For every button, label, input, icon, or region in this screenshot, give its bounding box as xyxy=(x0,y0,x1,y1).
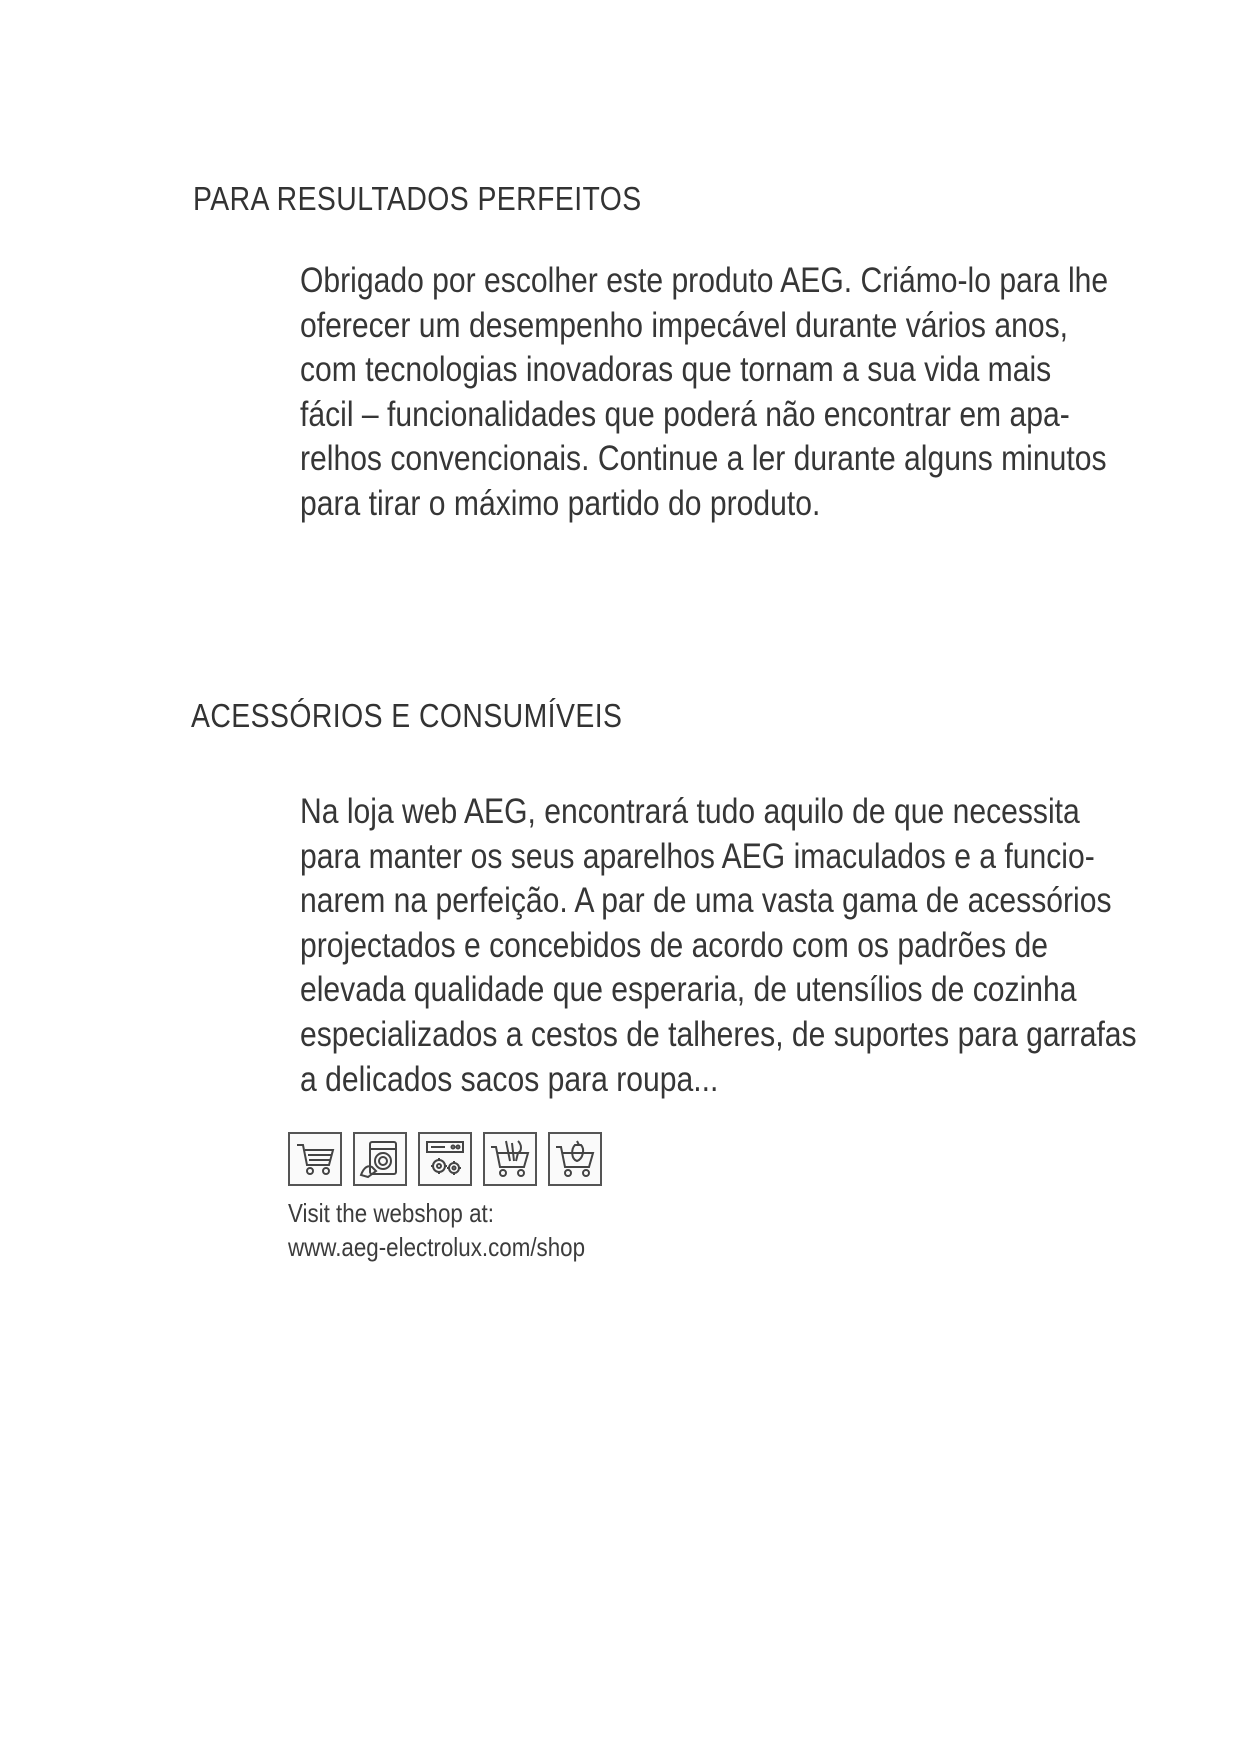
paragraph-line: oferecer um desempenho impecável durante vários anos, xyxy=(300,305,1068,345)
paragraph-line: relhos convencionais. Continue a ler durante alguns minutos xyxy=(300,439,1107,479)
paragraph-perfect-results xyxy=(300,259,1109,527)
paragraph-line: narem na perfeição. A par de uma vasta gama de acessórios xyxy=(300,881,1112,921)
paragraph-line: projectados e concebidos de acordo com os padrões de xyxy=(300,925,1048,965)
paragraph-line: a delicados sacos para roupa... xyxy=(300,1059,719,1099)
washing-machine-icon xyxy=(353,1132,407,1186)
webshop-visit-label: Visit the webshop at: xyxy=(288,1198,494,1228)
laundry-bag-cart-icon xyxy=(548,1132,602,1186)
paragraph-accessories xyxy=(300,790,1137,1102)
section-heading-perfect-results: PARA RESULTADOS PERFEITOS xyxy=(193,180,642,217)
webshop-url[interactable]: www.aeg-electrolux.com/shop xyxy=(288,1232,586,1262)
webshop-info xyxy=(288,1196,585,1264)
paragraph-line: elevada qualidade que esperaria, de utensílios de cozinha xyxy=(300,970,1077,1010)
paragraph-line: especializados a cestos de talheres, de suportes para garrafas xyxy=(300,1014,1137,1054)
paragraph-line: para manter os seus aparelhos AEG imaculados e a funcio- xyxy=(300,836,1095,876)
paragraph-line: Na loja web AEG, encontrará tudo aquilo de que necessita xyxy=(300,792,1080,831)
oven-settings-icon xyxy=(418,1132,472,1186)
paragraph-line: para tirar o máximo partido do produto. xyxy=(300,483,821,523)
shopping-cart-icon xyxy=(288,1132,342,1186)
paragraph-line: fácil – funcionalidades que poderá não encontrar em apa- xyxy=(300,394,1070,434)
section-heading-accessories: ACESSÓRIOS E CONSUMÍVEIS xyxy=(191,697,623,734)
paragraph-line: Obrigado por escolher este produto AEG. Criámo-lo para lhe xyxy=(300,261,1109,300)
cutlery-cart-icon xyxy=(483,1132,537,1186)
webshop-icon-row xyxy=(288,1132,602,1186)
paragraph-line: com tecnologias inovadoras que tornam a sua vida mais xyxy=(300,350,1052,390)
